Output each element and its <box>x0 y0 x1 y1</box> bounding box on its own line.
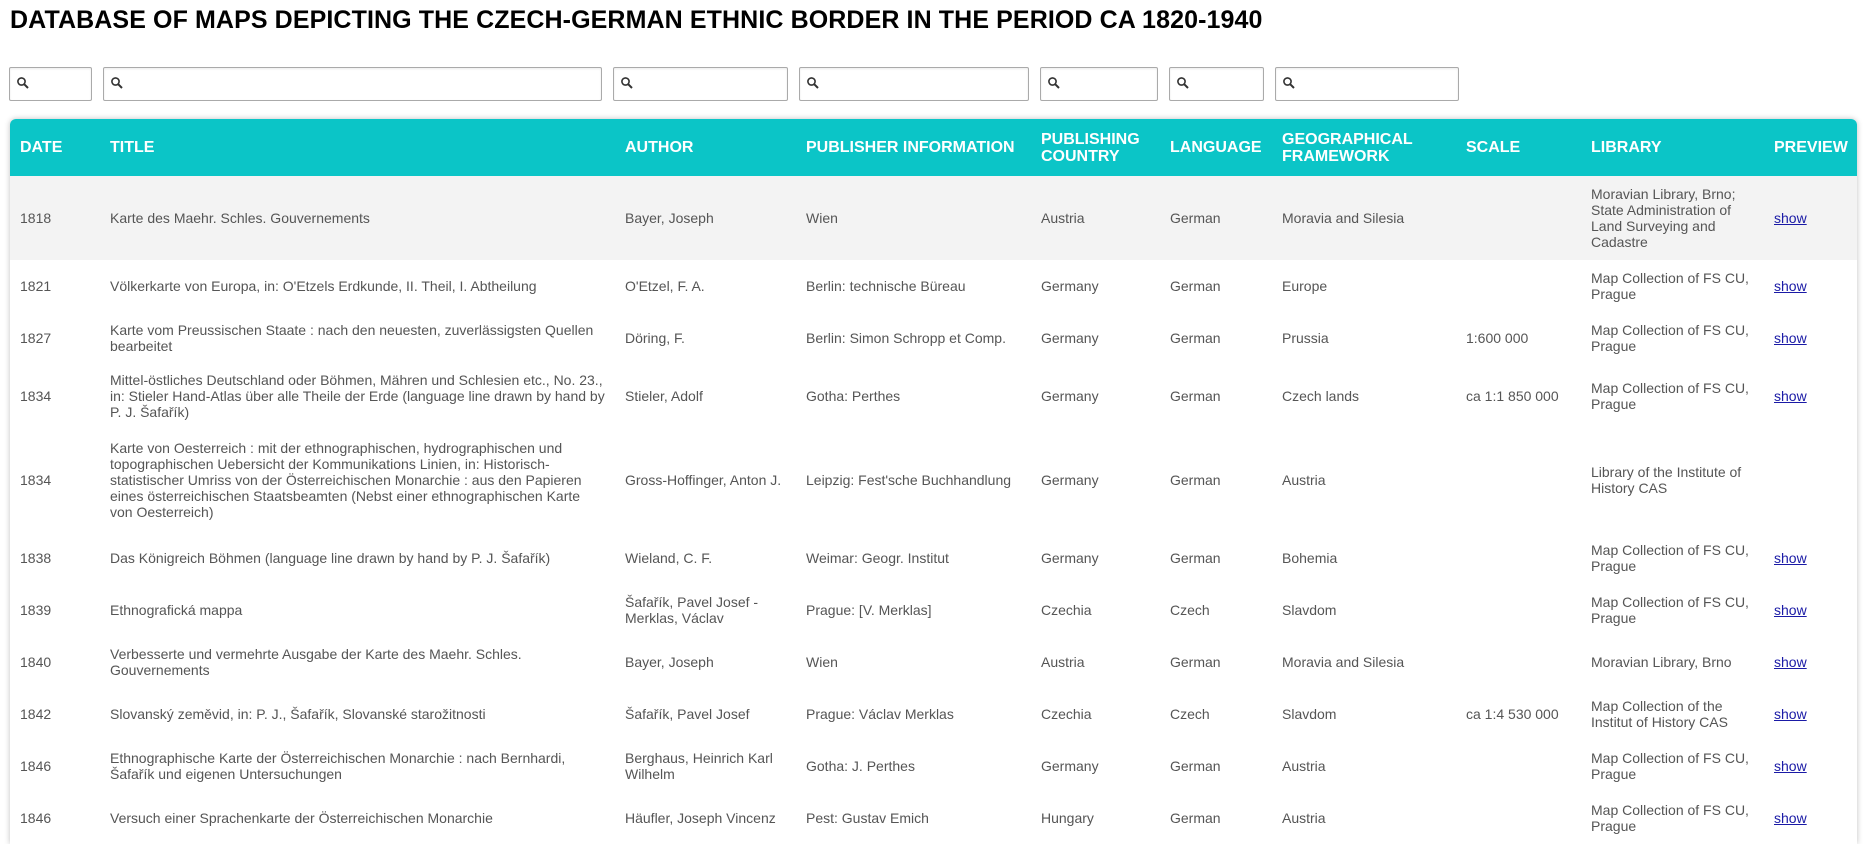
filter-country-input[interactable] <box>1065 71 1153 97</box>
table-row <box>10 176 1857 260</box>
cell-country: Czechia <box>1041 706 1092 722</box>
cell-language: German <box>1170 654 1221 670</box>
cell-framework: Slavdom <box>1282 706 1337 722</box>
cell-title: Verbesserte und vermehrte Ausgabe der Karte des Maehr. Schles. Gouvernements <box>110 646 522 678</box>
cell-preview <box>1764 688 1857 740</box>
cell-framework: Slavdom <box>1282 602 1337 618</box>
cell-date: 1818 <box>20 210 52 226</box>
cell-author: Gross-Hoffinger, Anton J. <box>625 472 782 488</box>
cell-publisher: Berlin: technische Büreau <box>806 278 966 294</box>
cell-library: Map Collection of FS CU, Prague <box>1591 542 1749 574</box>
column-header-preview[interactable]: PREVIEW <box>1774 139 1848 156</box>
search-icon <box>620 76 634 90</box>
column-header-language[interactable]: LANGUAGE <box>1170 139 1262 156</box>
table-row <box>10 532 1857 584</box>
cell-language: German <box>1170 758 1221 774</box>
preview-show-link[interactable]: show <box>1774 210 1807 226</box>
cell-language: German <box>1170 550 1221 566</box>
cell-author: Bayer, Joseph <box>625 654 714 670</box>
preview-show-link[interactable]: show <box>1774 602 1807 618</box>
cell-scale <box>1456 176 1581 260</box>
cell-scale <box>1456 792 1581 844</box>
filter-country[interactable] <box>1040 67 1158 101</box>
cell-preview <box>1764 584 1857 636</box>
cell-publisher: Prague: [V. Merklas] <box>806 602 932 618</box>
cell-country: Austria <box>1041 210 1085 226</box>
cell-scale <box>1456 584 1581 636</box>
table-row <box>10 584 1857 636</box>
cell-title: Karte des Maehr. Schles. Gouvernements <box>110 210 370 226</box>
cell-country: Germany <box>1041 472 1099 488</box>
cell-author: Döring, F. <box>625 330 685 346</box>
cell-author: O'Etzel, F. A. <box>625 278 705 294</box>
cell-publisher: Gotha: Perthes <box>806 388 901 404</box>
preview-show-link[interactable]: show <box>1774 758 1807 774</box>
cell-language: German <box>1170 330 1221 346</box>
filter-framework-input[interactable] <box>1300 71 1454 97</box>
cell-title: Das Königreich Böhmen (language line drawn by hand by P. J. Šafařík) <box>110 550 551 566</box>
filter-author[interactable] <box>613 67 788 101</box>
cell-title: Slovanský zeměvid, in: P. J., Šafařík, Slovanské starožitnosti <box>110 706 486 722</box>
cell-date: 1839 <box>20 602 52 618</box>
column-header-title[interactable]: TITLE <box>110 139 155 156</box>
cell-scale: ca 1:1 850 000 <box>1466 388 1559 404</box>
cell-scale <box>1456 532 1581 584</box>
filter-language-input[interactable] <box>1194 71 1259 97</box>
cell-author: Häufler, Joseph Vincenz <box>625 810 776 826</box>
cell-author: Stieler, Adolf <box>625 388 703 404</box>
cell-preview <box>1764 636 1857 688</box>
cell-country: Hungary <box>1041 810 1094 826</box>
cell-author: Šafařík, Pavel Josef - Merklas, Václav <box>625 594 759 626</box>
table-header-row <box>10 119 1857 176</box>
cell-library: Moravian Library, Brno; State Administration of Land Surveying and Cadastre <box>1591 186 1736 250</box>
cell-preview <box>1764 428 1857 532</box>
search-icon <box>806 76 820 90</box>
cell-publisher: Wien <box>806 210 838 226</box>
cell-framework: Austria <box>1282 810 1326 826</box>
table-row <box>10 312 1857 364</box>
filter-title-input[interactable] <box>128 71 597 97</box>
table-row <box>10 688 1857 740</box>
maps-table-container <box>10 119 1857 844</box>
cell-country: Czechia <box>1041 602 1092 618</box>
cell-language: German <box>1170 388 1221 404</box>
cell-framework: Moravia and Silesia <box>1282 210 1405 226</box>
cell-publisher: Prague: Václav Merklas <box>806 706 954 722</box>
preview-show-link[interactable]: show <box>1774 654 1807 670</box>
column-header-date[interactable]: DATE <box>20 139 63 156</box>
search-icon <box>16 76 30 90</box>
filter-language[interactable] <box>1169 67 1264 101</box>
cell-language: Czech <box>1170 602 1210 618</box>
table-row <box>10 792 1857 844</box>
cell-preview <box>1764 532 1857 584</box>
cell-framework: Austria <box>1282 472 1326 488</box>
cell-author: Wieland, C. F. <box>625 550 713 566</box>
cell-language: German <box>1170 210 1221 226</box>
cell-country: Germany <box>1041 278 1099 294</box>
cell-library: Map Collection of FS CU, Prague <box>1591 380 1749 412</box>
page-title: DATABASE OF MAPS DEPICTING THE CZECH-GERMAN ETHNIC BORDER IN THE PERIOD CA 1820-1940 <box>10 6 1263 34</box>
cell-preview <box>1764 364 1857 428</box>
table-row <box>10 636 1857 688</box>
cell-date: 1840 <box>20 654 52 670</box>
cell-date: 1846 <box>20 758 52 774</box>
search-icon <box>1047 76 1061 90</box>
cell-framework: Moravia and Silesia <box>1282 654 1405 670</box>
cell-title: Mittel-östliches Deutschland oder Böhmen, Mähren und Schlesien etc., No. 23., in: Stieler Hand-Atlas über alle Theile der Erde (language line drawn by hand by P. J. Šafařík) <box>110 372 605 420</box>
filter-publisher[interactable] <box>799 67 1029 101</box>
cell-publisher: Berlin: Simon Schropp et Comp. <box>806 330 1006 346</box>
cell-date: 1846 <box>20 810 52 826</box>
cell-date: 1821 <box>20 278 52 294</box>
cell-date: 1842 <box>20 706 52 722</box>
cell-date: 1834 <box>20 388 52 404</box>
cell-title: Versuch einer Sprachenkarte der Österreichischen Monarchie <box>110 810 493 826</box>
cell-preview <box>1764 740 1857 792</box>
cell-library: Map Collection of the Institut of History CAS <box>1591 698 1728 730</box>
cell-publisher: Pest: Gustav Emich <box>806 810 929 826</box>
cell-language: German <box>1170 278 1221 294</box>
table-row <box>10 260 1857 312</box>
cell-author: Berghaus, Heinrich Karl Wilhelm <box>625 750 773 782</box>
column-header-library[interactable]: LIBRARY <box>1591 139 1662 156</box>
cell-framework: Europe <box>1282 278 1328 294</box>
cell-library: Map Collection of FS CU, Prague <box>1591 322 1749 354</box>
cell-date: 1827 <box>20 330 52 346</box>
cell-date: 1834 <box>20 472 52 488</box>
preview-show-link[interactable]: show <box>1774 810 1807 826</box>
cell-publisher: Weimar: Geogr. Institut <box>806 550 949 566</box>
cell-framework: Prussia <box>1282 330 1329 346</box>
column-header-scale[interactable]: SCALE <box>1466 139 1521 156</box>
filter-date[interactable] <box>9 67 92 101</box>
cell-scale <box>1456 636 1581 688</box>
cell-country: Germany <box>1041 330 1099 346</box>
cell-scale <box>1456 740 1581 792</box>
search-icon <box>1282 76 1296 90</box>
cell-library: Map Collection of FS CU, Prague <box>1591 594 1749 626</box>
preview-show-link[interactable]: show <box>1774 550 1807 566</box>
cell-country: Germany <box>1041 758 1099 774</box>
cell-framework: Bohemia <box>1282 550 1338 566</box>
maps-table <box>10 119 1857 844</box>
cell-library: Map Collection of FS CU, Prague <box>1591 802 1749 834</box>
cell-scale <box>1456 260 1581 312</box>
table-row <box>10 364 1857 428</box>
cell-framework: Austria <box>1282 758 1326 774</box>
cell-date: 1838 <box>20 550 52 566</box>
cell-language: German <box>1170 472 1221 488</box>
preview-show-link[interactable]: show <box>1774 278 1807 294</box>
cell-title: Völkerkarte von Europa, in: O'Etzels Erdkunde, II. Theil, I. Abtheilung <box>110 278 537 294</box>
cell-library: Map Collection of FS CU, Prague <box>1591 750 1749 782</box>
cell-preview <box>1764 260 1857 312</box>
preview-show-link[interactable]: show <box>1774 706 1807 722</box>
filter-title[interactable] <box>103 67 602 101</box>
cell-scale: ca 1:4 530 000 <box>1466 706 1559 722</box>
cell-scale <box>1456 428 1581 532</box>
cell-preview <box>1764 312 1857 364</box>
cell-language: Czech <box>1170 706 1210 722</box>
column-header-country[interactable]: PUBLISHING COUNTRY <box>1041 130 1140 165</box>
cell-author: Bayer, Joseph <box>625 210 714 226</box>
column-header-framework[interactable]: GEOGRAPHICAL FRAMEWORK <box>1282 130 1413 165</box>
cell-preview <box>1764 792 1857 844</box>
cell-library: Moravian Library, Brno <box>1591 654 1732 670</box>
filter-date-input[interactable] <box>34 71 87 97</box>
column-filters <box>0 67 1869 101</box>
preview-show-link[interactable]: show <box>1774 388 1807 404</box>
column-header-author[interactable]: AUTHOR <box>625 139 694 156</box>
filter-framework[interactable] <box>1275 67 1459 101</box>
cell-title: Karte vom Preussischen Staate : nach den neuesten, zuverlässigsten Quellen bearbeitet <box>110 322 594 354</box>
cell-scale: 1:600 000 <box>1466 330 1529 346</box>
preview-show-link[interactable]: show <box>1774 330 1807 346</box>
table-row <box>10 740 1857 792</box>
cell-country: Germany <box>1041 388 1099 404</box>
cell-framework: Czech lands <box>1282 388 1360 404</box>
search-icon <box>1176 76 1190 90</box>
table-body <box>10 176 1857 844</box>
cell-publisher: Wien <box>806 654 838 670</box>
cell-language: German <box>1170 810 1221 826</box>
cell-library: Library of the Institute of History CAS <box>1591 464 1742 496</box>
cell-country: Germany <box>1041 550 1099 566</box>
table-row <box>10 428 1857 532</box>
filter-author-input[interactable] <box>638 71 783 97</box>
column-header-publisher[interactable]: PUBLISHER INFORMATION <box>806 139 1015 156</box>
cell-country: Austria <box>1041 654 1085 670</box>
cell-title: Karte von Oesterreich : mit der ethnographischen, hydrographischen und topographischen Uebersicht der Kommunikations Linien, in: Historisch-statistischer Umriss von der Österreichischen Monarchie : aus den Papieren eines österreichischen Staatsbeamten (Nebst einer ethnographischen Karte von Oesterreich) <box>110 440 582 520</box>
cell-author: Šafařík, Pavel Josef <box>625 706 750 722</box>
cell-preview <box>1764 176 1857 260</box>
cell-publisher: Leipzig: Fest'sche Buchhandlung <box>806 472 1012 488</box>
filter-publisher-input[interactable] <box>824 71 1024 97</box>
cell-title: Ethnographische Karte der Österreichischen Monarchie : nach Bernhardi, Šafařík und eigenen Untersuchungen <box>110 750 566 782</box>
cell-publisher: Gotha: J. Perthes <box>806 758 915 774</box>
cell-title: Ethnografická mappa <box>110 602 243 618</box>
search-icon <box>110 76 124 90</box>
cell-library: Map Collection of FS CU, Prague <box>1591 270 1749 302</box>
